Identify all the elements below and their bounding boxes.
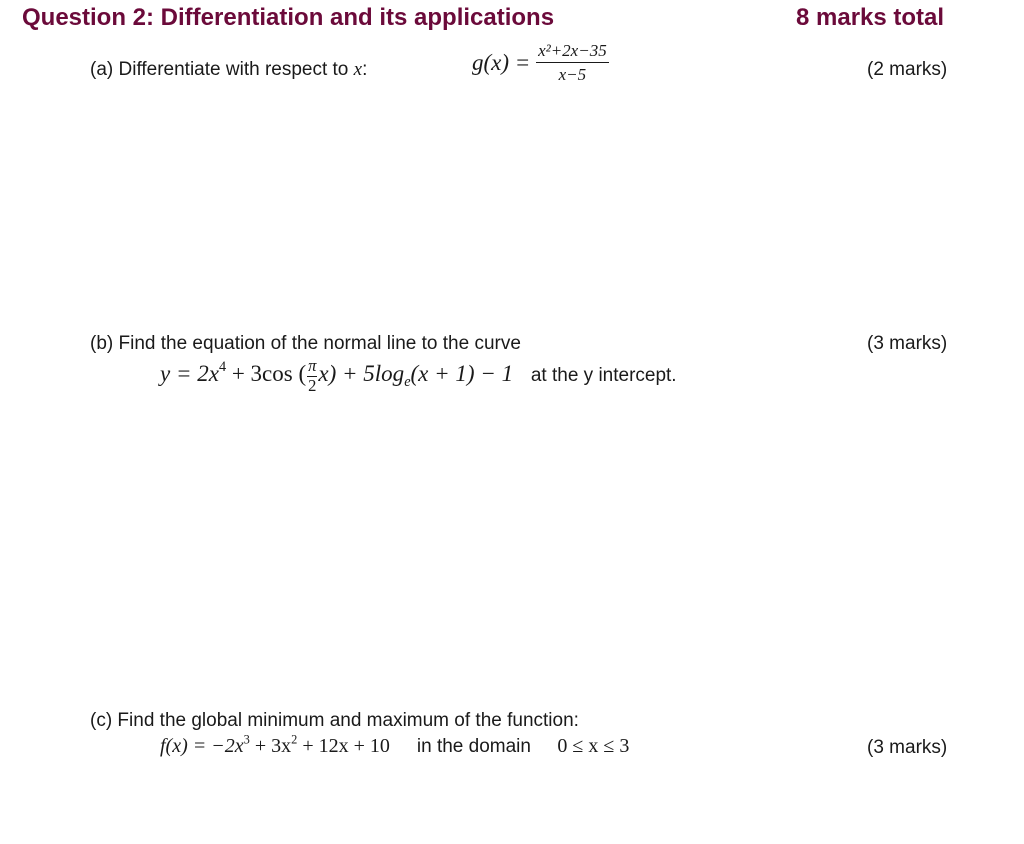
pi-over-2-fraction: $\frac{\pi}{2}$	[308, 356, 317, 395]
part-b-suffix: at the y intercept.	[530, 365, 677, 387]
part-c-prompt: (c) Find the global minimum and maximum of the function:	[90, 710, 579, 731]
question-title: Question 2: Differentiation and its applications	[22, 4, 555, 31]
part-a-lhs: g(x) =	[472, 49, 531, 75]
part-b-equation: $y = 2x^4 + 3\cos$ ( $\frac{\pi}{2}$ $x) + 5\log_e(x + 1) - 1$	[160, 356, 514, 395]
part-a-equation	[472, 42, 609, 84]
part-b-equation-line	[160, 358, 677, 394]
part-c-domain: 0 ≤ x ≤ 3	[557, 735, 630, 757]
part-a-fraction	[536, 42, 609, 84]
part-b-prompt: (b) Find the equation of the normal line to the curve	[90, 333, 521, 354]
part-a-prompt: (a) Differentiate with respect to x:	[90, 59, 368, 80]
part-c-domain-label: in the domain	[416, 736, 531, 757]
total-marks: 8 marks total	[796, 4, 945, 31]
part-a-denominator: x−5	[558, 64, 587, 84]
part-a-numerator: x²+2x−35	[536, 42, 609, 63]
part-c-marks: (3 marks)	[867, 737, 948, 758]
part-b-marks: (3 marks)	[867, 333, 948, 354]
part-c-function-line	[160, 732, 630, 758]
part-c-function: $f(x) = -2x^3 + 3x^2 + 12x + 10$	[160, 732, 390, 757]
part-a-marks: (2 marks)	[867, 59, 948, 80]
